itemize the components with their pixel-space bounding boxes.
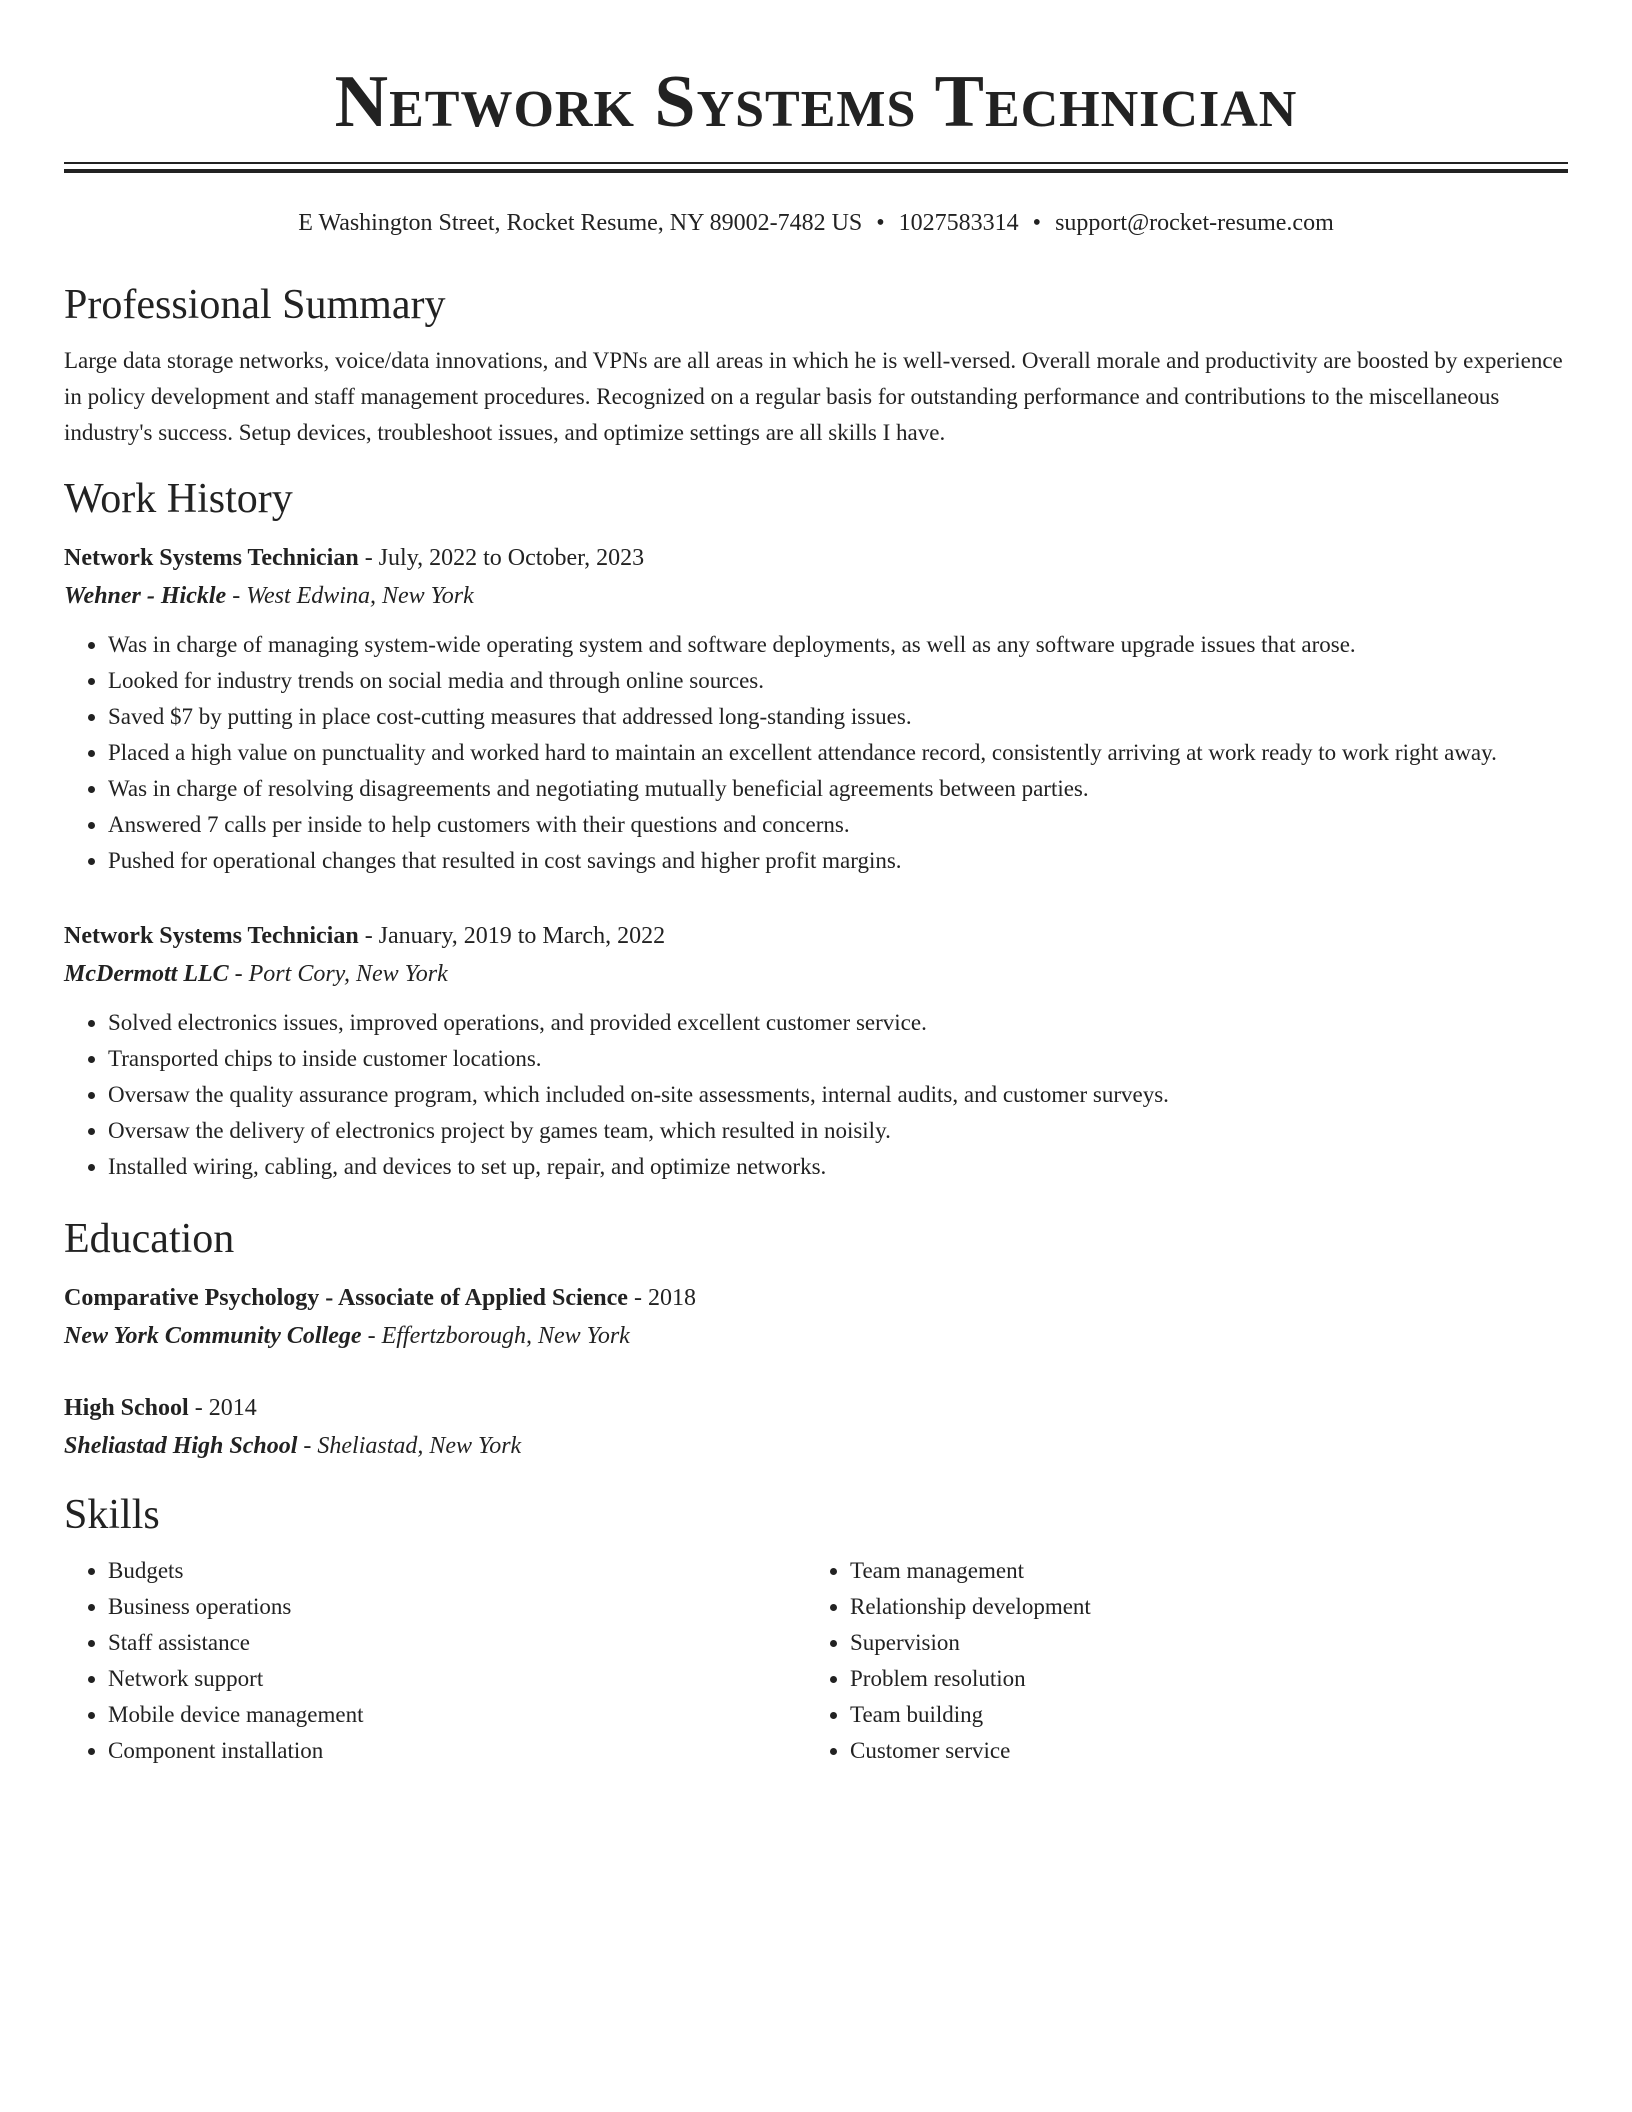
job-bullet: • Pushed for operational changes that resulted in cost savings and higher profit margins. [108,843,1568,879]
education-year: - 2014 [188,1395,257,1421]
job-bullet: • Looked for industry trends on social media and through online sources. [108,663,1568,699]
skills-heading: Skills [64,1492,160,1538]
job-company: Wehner - Hickle [64,583,227,609]
contact-address: E Washington Street, Rocket Resume, NY 89002-7482 US [298,210,863,236]
education-degree-line [64,1389,1568,1427]
job-bullet: • Installed wiring, cabling, and devices to set up, repair, and optimize networks. [108,1149,1568,1185]
skill-item: • Budgets [108,1553,806,1589]
skill-item: • Team building [850,1697,1548,1733]
job-bullet: • Oversaw the delivery of electronics project by games team, which resulted in noisily. [108,1113,1568,1149]
education-school: New York Community College [64,1323,362,1349]
skill-item: • Relationship development [850,1589,1548,1625]
job-dates: - July, 2022 to October, 2023 [358,545,645,571]
contact-separator: • [876,210,885,236]
skills-column-left [64,1553,806,1769]
skill-item: • Component installation [108,1733,806,1769]
job-bullet: • Answered 7 calls per inside to help customers with their questions and concerns. [108,807,1568,843]
education-degree-line [64,1279,1568,1317]
job-bullet: • Was in charge of resolving disagreements and negotiating mutually beneficial agreements between parties. [108,771,1568,807]
education-school-line [64,1427,1568,1465]
job-role: Network Systems Technician [64,545,359,571]
skill-item: • Customer service [850,1733,1548,1769]
skill-item: • Business operations [108,1589,806,1625]
job-entry [64,917,1568,1185]
contact-phone: 1027583314 [898,210,1019,236]
education-year: - 2018 [627,1285,696,1311]
job-bullet: • Solved electronics issues, improved operations, and provided excellent customer service. [108,1005,1568,1041]
job-bullet: • Saved $7 by putting in place cost-cutting measures that addressed long-standing issues. [108,699,1568,735]
header-divider [64,162,1568,173]
contact-line [64,207,1568,239]
summary-heading: Professional Summary [64,282,446,328]
work-history-heading: Work History [64,476,293,522]
education-degree: Comparative Psychology - Associate of Applied Science [64,1285,628,1311]
resume-name: Network Systems Technician [334,61,1298,143]
job-bullets [64,627,1568,879]
skill-item: • Network support [108,1661,806,1697]
job-company-line [64,577,1568,615]
education-entry [64,1389,1568,1465]
education-entry [64,1279,1568,1355]
contact-separator: • [1032,210,1042,236]
education-heading: Education [64,1216,235,1262]
job-bullet: • Transported chips to inside customer locations. [108,1041,1568,1077]
summary-text: Large data storage networks, voice/data innovations, and VPNs are all areas in which he is well-versed. Overall morale and productivity are boosted by experience in policy development and staff management procedures. Recognized on a regular basis for outstanding performance and contributions to the miscellaneous industry's success. Setup devices, troubleshoot issues, and optimize settings are all skills I have. [64,348,1563,445]
education-location: - Sheliastad, New York [297,1433,522,1459]
job-bullet: • Was in charge of managing system-wide operating system and software deployments, as well as any software upgrade issues that arose. [108,627,1568,663]
education-school: Sheliastad High School [64,1433,298,1459]
job-company-line [64,955,1568,993]
job-company: McDermott LLC [64,961,229,987]
job-location: - Port Cory, New York [228,961,448,987]
job-entry [64,539,1568,879]
skills-column-right [806,1553,1548,1769]
education-degree: High School [64,1395,189,1421]
job-dates: - January, 2019 to March, 2022 [358,923,666,949]
contact-email[interactable]: support@rocket-resume.com [1055,210,1334,236]
skill-item: • Supervision [850,1625,1548,1661]
job-title-line [64,917,1568,955]
skill-item: • Team management [850,1553,1548,1589]
job-bullets [64,1005,1568,1185]
job-title-line [64,539,1568,577]
education-location: - Effertzborough, New York [361,1323,630,1349]
skills-grid [64,1553,1568,1769]
skill-item: • Mobile device management [108,1697,806,1733]
job-bullet: • Oversaw the quality assurance program, which included on-site assessments, internal audits, and customer surveys. [108,1077,1568,1113]
job-role: Network Systems Technician [64,923,359,949]
job-location: - West Edwina, New York [226,583,474,609]
divider-thick-line [64,169,1568,173]
skill-item: • Staff assistance [108,1625,806,1661]
skill-item: • Problem resolution [850,1661,1548,1697]
job-bullet: • Placed a high value on punctuality and worked hard to maintain an excellent attendance record, consistently arriving at work ready to work right away. [108,735,1568,771]
education-school-line [64,1317,1568,1355]
